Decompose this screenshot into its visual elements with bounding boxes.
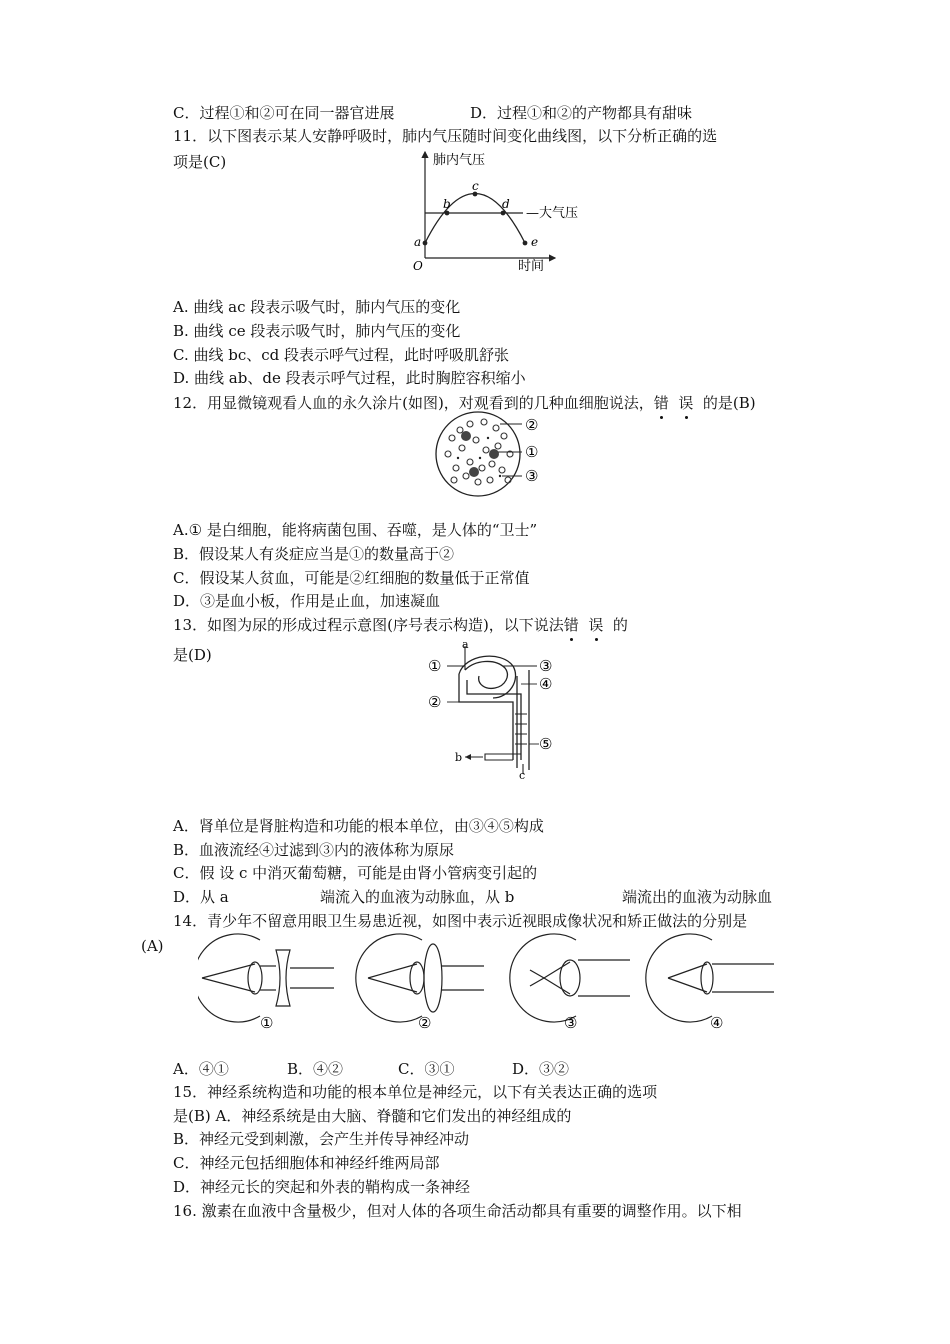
q13-stem: 13．如图为尿的形成过程示意图(序号表示构造)，以下说法错 误 的 [173, 616, 628, 634]
label-3: ③ [525, 467, 539, 485]
q13-nephron-diagram [425, 640, 560, 780]
q15-option-b: B．神经元受到刺激，会产生并传导神经冲动 [173, 1130, 470, 1148]
eye-diagram-4 [646, 934, 774, 1022]
eye-diagram-3 [510, 934, 630, 1022]
q15-option-c: C．神经元包括细胞体和神经纤维两局部 [173, 1154, 440, 1172]
eye-diagram-2 [356, 934, 484, 1022]
label-3: ③ [539, 657, 553, 675]
q13-option-c: C．假 设 c 中消灭葡萄糖，可能是由肾小管病变引起的 [173, 864, 538, 882]
q11-option-b: B. 曲线 ce 段表示吸气时，肺内气压的变化 [173, 322, 461, 340]
q14-eye-diagrams [198, 928, 798, 1034]
q10-option-d: D．过程①和②的产物都具有甜味 [470, 104, 693, 122]
label-b: b [443, 197, 451, 211]
eye-label-1: ① [260, 1014, 274, 1032]
q11-stem-answer: 项是(C) [173, 153, 227, 171]
label-c: c [472, 179, 479, 193]
q13-option-d-part3: 端流出的血液为动脉血 [622, 888, 773, 906]
q14-option-b: B．④② [287, 1060, 344, 1078]
label-d: d [502, 197, 510, 211]
atmospheric-pressure-label: —大气压 [526, 206, 579, 221]
label-4: ④ [539, 675, 553, 693]
q14-option-d: D．③② [512, 1060, 570, 1078]
q10-option-c: C．过程①和②可在同一器官进展 [173, 104, 395, 122]
q13-stem-answer: 是(D) [173, 646, 212, 664]
q13-option-b: B．血液流经④过滤到③内的液体称为原尿 [173, 841, 455, 859]
label-5: ⑤ [539, 735, 553, 753]
q11-option-c: C. 曲线 bc、cd 段表示呼气过程，此时呼吸肌舒张 [173, 346, 510, 364]
q12-option-d: D．③是血小板，作用是止血，加速凝血 [173, 592, 441, 610]
q14-stem: 14．青少年不留意用眼卫生易患近视，如图中表示近视眼成像状况和矫正做法的分别是 [173, 912, 748, 930]
y-axis-label: 肺内气压 [433, 153, 486, 168]
point-a [423, 241, 428, 246]
q13-option-a: A．肾单位是肾脏构造和功能的根本单位，由③④⑤构成 [173, 817, 544, 835]
q14-answer: (A) [141, 937, 164, 955]
letter-a: a [462, 640, 469, 651]
point-d [501, 211, 506, 216]
q11-option-d: D. 曲线 ab、de 段表示呼气过程，此时胸腔容积缩小 [173, 369, 526, 387]
q14-option-c: C．③① [398, 1060, 455, 1078]
point-e [523, 241, 528, 246]
label-a: a [414, 235, 422, 249]
pressure-curve [425, 194, 525, 244]
q12-blood-smear [430, 410, 555, 500]
eye-label-3: ③ [564, 1014, 578, 1032]
label-e: e [531, 235, 539, 249]
q12-option-b: B．假设某人有炎症应当是①的数量高于② [173, 545, 455, 563]
eye-diagram-1 [198, 934, 334, 1022]
q11-pressure-graph [405, 146, 585, 274]
q11-option-a: A. 曲线 ac 段表示吸气时，肺内气压的变化 [173, 298, 461, 316]
q16-stem: 16. 激素在血液中含量极少，但对人体的各项生命活动都具有重要的调整作用。以下相 [173, 1202, 742, 1220]
eye-label-2: ② [418, 1014, 432, 1032]
point-b [445, 211, 450, 216]
q12-option-c: C．假设某人贫血，可能是②红细胞的数量低于正常值 [173, 569, 530, 587]
q12-option-a: A.① 是白细胞，能将病菌包围、吞噬，是人体的“卫士” [173, 521, 538, 539]
label-1: ① [525, 443, 539, 461]
q12-stem: 12．用显微镜观看人血的永久涂片(如图)，对观看到的几种血细胞说法，错 误 的是(B) [173, 394, 756, 412]
q14-option-a: A．④① [173, 1060, 229, 1078]
eye-label-4: ④ [710, 1014, 724, 1032]
letter-b: b [455, 751, 463, 764]
q11-stem: 11．以下图表示某人安静呼吸时，肺内气压随时间变化曲线图，以下分析正确的选 [173, 127, 718, 145]
q15-stem: 15．神经系统构造和功能的根本单位是神经元，以下有关表达正确的选项 [173, 1083, 658, 1101]
label-2: ② [428, 693, 442, 711]
x-axis-label: 时间 [518, 259, 545, 274]
label-2: ② [525, 416, 539, 434]
q15-option-d: D．神经元长的突起和外表的鞘构成一条神经 [173, 1178, 471, 1196]
label-1: ① [428, 657, 442, 675]
letter-c: c [519, 769, 526, 780]
q13-option-d-part1: D．从 a [173, 888, 229, 906]
q15-answer-option-a: 是(B) A．神经系统是由大脑、脊髓和它们发出的神经组成的 [173, 1107, 572, 1125]
q13-option-d-part2: 端流入的血液为动脉血，从 b [320, 888, 515, 906]
origin-label: O [413, 259, 423, 273]
